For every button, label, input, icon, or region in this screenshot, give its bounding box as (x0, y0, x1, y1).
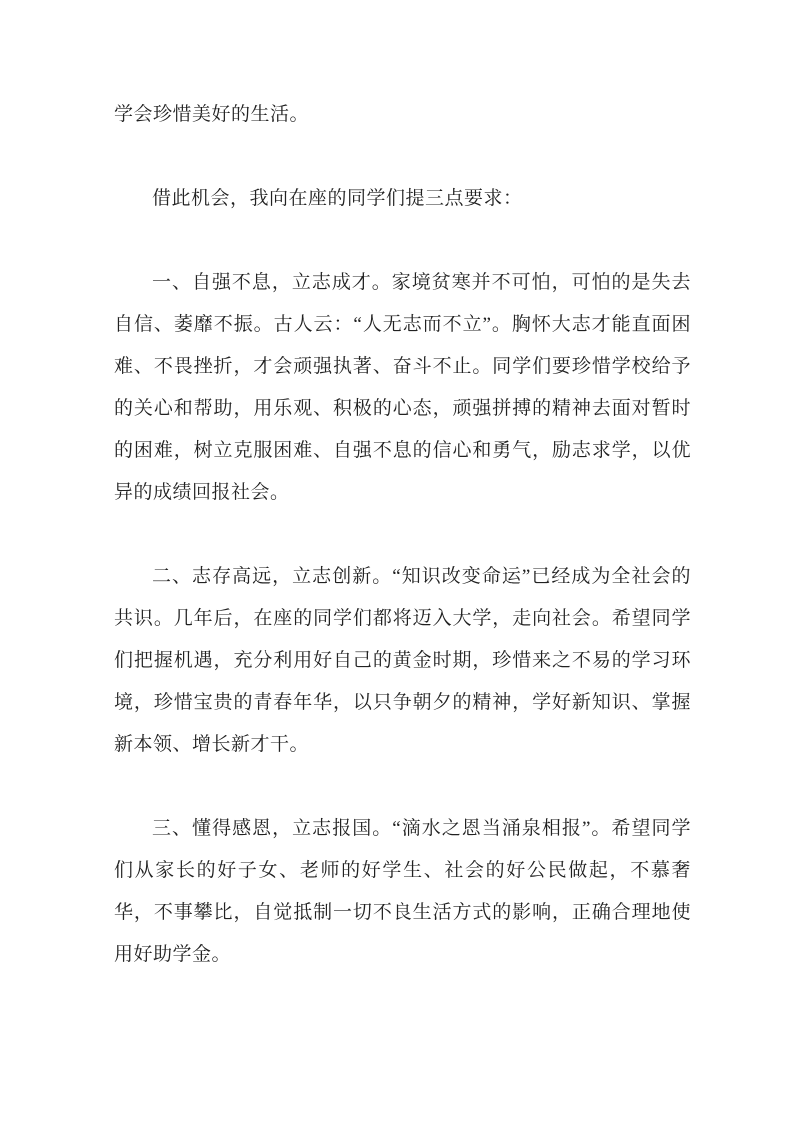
paragraph-requirement-1: 一、自强不息，立志成才。家境贫寒并不可怕，可怕的是失去自信、萎靡不振。古人云：“人无志而不立”。胸怀大志才能直面困难、不畏挫折，才会顽强执著、奋斗不止。同学们要珍惜学校给予的关心和帮助，用乐观、积极的心态，顽强拼搏的精神去面对暂时的困难，树立克服困难、自强不息的信心和勇气，励志求学，以优异的成绩回报社会。 (114, 272, 691, 503)
paragraph-continuation: 学会珍惜美好的生活。 (114, 104, 310, 125)
paragraph-requirement-2: 二、志存高远，立志创新。“知识改变命运”已经成为全社会的共识。几年后，在座的同学们都将迈入大学，走向社会。希望同学们把握机遇，充分利用好自己的黄金时期，珍惜来之不易的学习环境，珍惜宝贵的青春年华，以只争朝夕的精神，学好新知识、掌握新本领、增长新才干。 (114, 566, 691, 755)
document-text-body (114, 94, 691, 1018)
paragraph-requirement-3: 三、懂得感恩，立志报国。“滴水之恩当涌泉相报”。希望同学们从家长的好子女、老师的好学生、社会的好公民做起，不慕奢华，不事攀比，自觉抵制一切不良生活方式的影响，正确合理地使用好助学金。 (114, 818, 691, 965)
paragraph-intro-three-requirements: 借此机会，我向在座的同学们提三点要求： (152, 188, 523, 209)
